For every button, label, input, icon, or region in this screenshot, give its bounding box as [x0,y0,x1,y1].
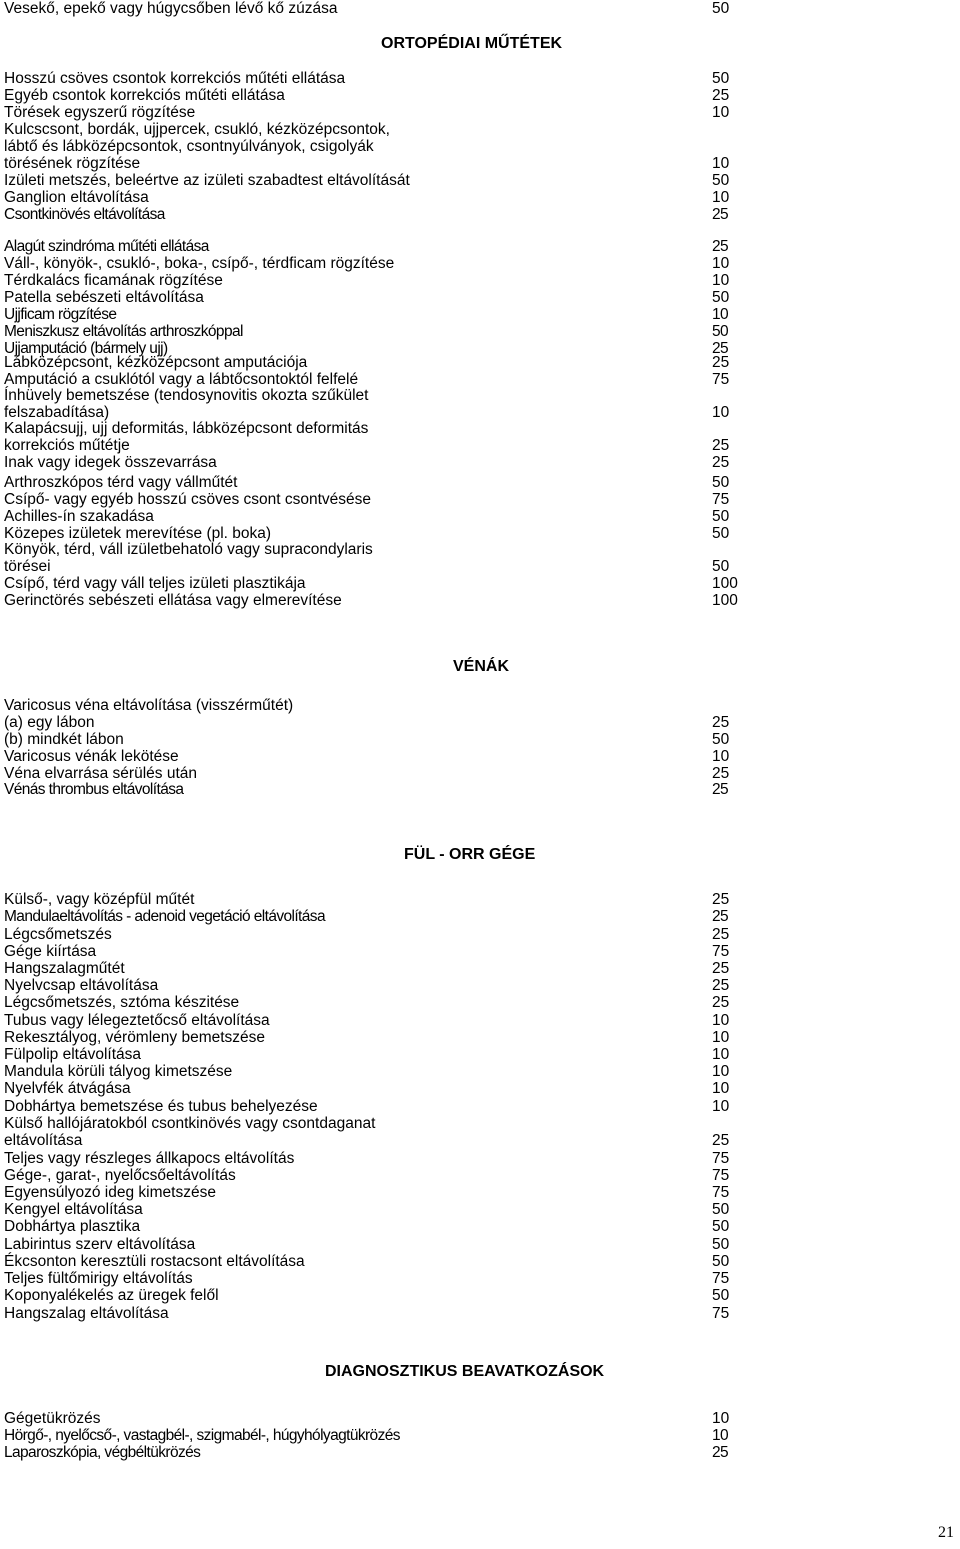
item-value: 10 [712,189,730,206]
section-title-diagnosztikus: DIAGNOSZTIKUS BEAVATKOZÁSOK [325,1363,605,1380]
item-value: 50 [712,1287,730,1304]
item-value: 25 [712,994,730,1011]
item-label: Gégetükrözés [4,1410,101,1427]
list-item [4,1410,744,1427]
list-item [4,960,744,977]
list-item [4,781,744,798]
list-item [4,575,744,592]
item-label: Mandula körüli tályog kimetszése [4,1063,233,1080]
list-item [4,1046,744,1063]
item-label: Izületi metszés, beleértve az izületi szabadtest eltávolítását [4,172,410,189]
list-item [4,206,744,223]
item-value: 75 [712,1270,730,1287]
item-value: 50 [712,558,730,575]
item-value: 50 [712,474,730,491]
item-label: Váll-, könyök-, csukló-, boka-, csípő-, térdficam rögzítése [4,255,395,272]
item-value: 100 [712,592,738,609]
list-item [4,1287,744,1304]
item-value: 10 [712,255,730,272]
item-value: 10 [712,306,729,323]
list-item [4,387,744,421]
list-item [4,104,744,121]
item-value: 10 [712,1012,730,1029]
item-value: 25 [712,238,729,255]
list-item [4,0,744,17]
list-item [4,592,744,609]
list-item [4,891,744,908]
item-label: Nyelvfék átvágása [4,1080,131,1097]
item-value: 25 [712,87,730,104]
item-value: 10 [712,1098,730,1115]
item-label: Hangszalagműtét [4,960,125,977]
list-item [4,1305,744,1322]
item-value: 75 [712,1305,730,1322]
item-label: Ínhüvely bemetszése (tendosynovitis okozta szűkület felszabadítása) [4,387,369,421]
item-label: Légcsőmetszés [4,926,112,943]
item-label: Ékcsonton keresztüli rostacsont eltávolítása [4,1253,305,1270]
list-item [4,1444,744,1461]
item-value: 10 [712,272,730,289]
item-label: Mandulaeltávolítás - adenoid vegetáció eltávolítása [4,908,325,925]
item-value: 25 [712,454,730,471]
item-value: 75 [712,491,730,508]
list-item [4,1253,744,1270]
list-item [4,189,744,206]
item-value: 25 [712,206,729,223]
item-label: Fülpolip eltávolítása [4,1046,141,1063]
item-value: 10 [712,1427,729,1444]
list-item [4,1184,744,1201]
list-item [4,1270,744,1287]
list-item [4,508,744,525]
item-value: 75 [712,943,730,960]
item-value: 75 [712,371,730,388]
item-label: Varicosus vénák lekötése [4,748,179,765]
item-label: Könyök, térd, váll izületbehatoló vagy supracondylaris törései [4,541,373,575]
list-item [4,714,744,731]
list-item [4,541,744,575]
item-label: (a) egy lábon [4,714,95,731]
list-item [4,926,744,943]
item-label: Kengyel eltávolítása [4,1201,143,1218]
item-value: 25 [712,908,729,925]
item-value: 10 [712,1080,730,1097]
list-item [4,908,744,925]
list-item [4,748,744,765]
list-item [4,765,744,782]
item-label: Véna elvarrása sérülés után [4,765,198,782]
list-item [4,491,744,508]
item-label: Labirintus szerv eltávolítása [4,1236,196,1253]
item-label: Gége kiírtása [4,943,97,960]
item-label: Törések egyszerű rögzítése [4,104,196,121]
item-label: Egyensúlyozó ideg kimetszése [4,1184,216,1201]
item-value: 50 [712,70,730,87]
list-item [4,731,744,748]
list-item [4,1012,744,1029]
item-label: Inak vagy idegek összevarrása [4,454,217,471]
item-value: 25 [712,340,729,357]
item-value: 10 [712,104,730,121]
section-title-ful-orr-gege: FÜL - ORR GÉGE [404,846,536,863]
list-item [4,272,744,289]
list-item [4,354,744,371]
item-value: 50 [712,1201,730,1218]
item-value: 100 [712,575,738,592]
item-value: 25 [712,354,730,371]
item-label: Dobhártya bemetszése és tubus behelyezése [4,1098,318,1115]
item-value: 50 [712,1236,730,1253]
item-label: Térdkalács ficamának rögzítése [4,272,223,289]
list-item [4,1236,744,1253]
item-label: Gége-, garat-, nyelőcsőeltávolítás [4,1167,236,1184]
item-label: Egyéb csontok korrekciós műtéti ellátása [4,87,285,104]
item-label: Hosszú csöves csontok korrekciós műtéti ellátása [4,70,346,87]
item-label: Meniszkusz eltávolítás arthroszkóppal [4,323,243,340]
list-item [4,1115,744,1149]
item-value: 50 [712,508,730,525]
list-item [4,420,744,454]
item-label: Tubus vagy lélegeztetőcső eltávolítása [4,1012,270,1029]
item-label: Varicosus véna eltávolítása (visszérműtét) [4,697,294,714]
item-value: 50 [712,525,730,542]
list-item [4,1167,744,1184]
item-value: 25 [712,781,729,798]
item-label: Patella sebészeti eltávolítása [4,289,204,306]
item-label: Kalapácsujj, ujj deformitás, lábközépcsont deformitás korrekciós műtétje [4,420,369,454]
page-number: 21 [938,1524,954,1541]
item-label: Hörgő-, nyelőcső-, vastagbél-, szigmabél-, húgyhólyagtükrözés [4,1427,400,1444]
item-value: 10 [712,404,730,421]
item-value: 10 [712,748,730,765]
list-item [4,121,744,172]
item-label: Kulcscsont, bordák, ujjpercek, csukló, kézközépcsontok, lábtő és lábközépcsontok, csontnyúlványok, csigolyák törésének rögzítése [4,121,390,172]
list-item [4,525,744,542]
list-item [4,289,744,306]
item-label: Közepes izületek merevítése (pl. boka) [4,525,272,542]
item-label: Vénás thrombus eltávolítása [4,781,184,798]
item-value: 25 [712,977,730,994]
item-value: 25 [712,765,730,782]
item-value: 75 [712,1150,730,1167]
list-item [4,1150,744,1167]
list-item [4,238,744,255]
list-item [4,87,744,104]
item-value: 75 [712,1167,730,1184]
item-label: Amputáció a csuklótól vagy a lábtőcsontoktól felfelé [4,371,359,388]
item-label: Vesekő, epekő vagy húgycsőben lévő kő zúzása [4,0,338,17]
item-value: 50 [712,731,730,748]
item-label: Achilles-ín szakadása [4,508,154,525]
item-label: (b) mindkét lábon [4,731,124,748]
list-item [4,371,744,388]
item-label: Csontkinövés eltávolítása [4,206,165,223]
item-value: 10 [712,1029,730,1046]
item-value: 10 [712,1046,730,1063]
item-value: 50 [712,1218,730,1235]
list-item [4,474,744,491]
item-label: Arthroszkópos térd vagy vállműtét [4,474,238,491]
item-value: 50 [712,0,730,17]
list-item [4,1080,744,1097]
item-value: 50 [712,172,730,189]
item-label: Hangszalag eltávolítása [4,1305,169,1322]
item-label: Légcsőmetszés, sztóma készitése [4,994,240,1011]
list-item [4,697,744,714]
section-title-ortopediai: ORTOPÉDIAI MŰTÉTEK [381,35,563,52]
item-value: 25 [712,926,730,943]
item-value: 25 [712,960,730,977]
list-item [4,994,744,1011]
item-label: Laparoszkópia, végbéltükrözés [4,1444,201,1461]
list-item [4,1029,744,1046]
item-label: Ujjficam rögzítése [4,306,117,323]
item-value: 25 [712,437,730,454]
item-value: 25 [712,714,730,731]
item-label: Nyelvcsap eltávolítása [4,977,159,994]
item-value: 50 [712,1253,730,1270]
item-label: Csípő- vagy egyéb hosszú csöves csont csontvésése [4,491,372,508]
item-value: 25 [712,1444,729,1461]
list-item [4,1063,744,1080]
item-label: Csípő, térd vagy váll teljes izületi plasztikája [4,575,306,592]
item-label: Gerinctörés sebészeti ellátása vagy elmerevítése [4,592,342,609]
item-label: Rekesztályog, vérömleny bemetszése [4,1029,266,1046]
list-item [4,255,744,272]
item-label: Koponyalékelés az üregek felől [4,1287,219,1304]
list-item [4,172,744,189]
list-item [4,306,744,323]
item-label: Ganglion eltávolítása [4,189,149,206]
item-value: 10 [712,1410,730,1427]
item-value: 50 [712,289,730,306]
item-label: Lábközépcsont, kézközépcsont amputációja [4,354,308,371]
item-label: Ujjamputáció (bármely ujj) [4,340,168,357]
item-value: 75 [712,1184,730,1201]
list-item [4,943,744,960]
item-label: Külső hallójáratokból csontkinövés vagy csontdaganat eltávolítása [4,1115,376,1149]
list-item [4,70,744,87]
item-label: Teljes vagy részleges állkapocs eltávolítás [4,1150,295,1167]
section-title-venak: VÉNÁK [453,658,510,675]
list-item [4,454,744,471]
item-value: 25 [712,891,730,908]
item-label: Dobhártya plasztika [4,1218,141,1235]
item-label: Alagút szindróma műtéti ellátása [4,238,209,255]
item-label: Teljes fültőmirigy eltávolítás [4,1270,193,1287]
list-item [4,1218,744,1235]
list-item [4,977,744,994]
item-value: 10 [712,1063,730,1080]
item-value: 50 [712,323,729,340]
list-item [4,1201,744,1218]
item-value: 10 [712,155,730,172]
list-item [4,1098,744,1115]
item-label: Külső-, vagy középfül műtét [4,891,195,908]
item-value: 25 [712,1132,730,1149]
list-item [4,1427,744,1444]
list-item [4,323,744,340]
